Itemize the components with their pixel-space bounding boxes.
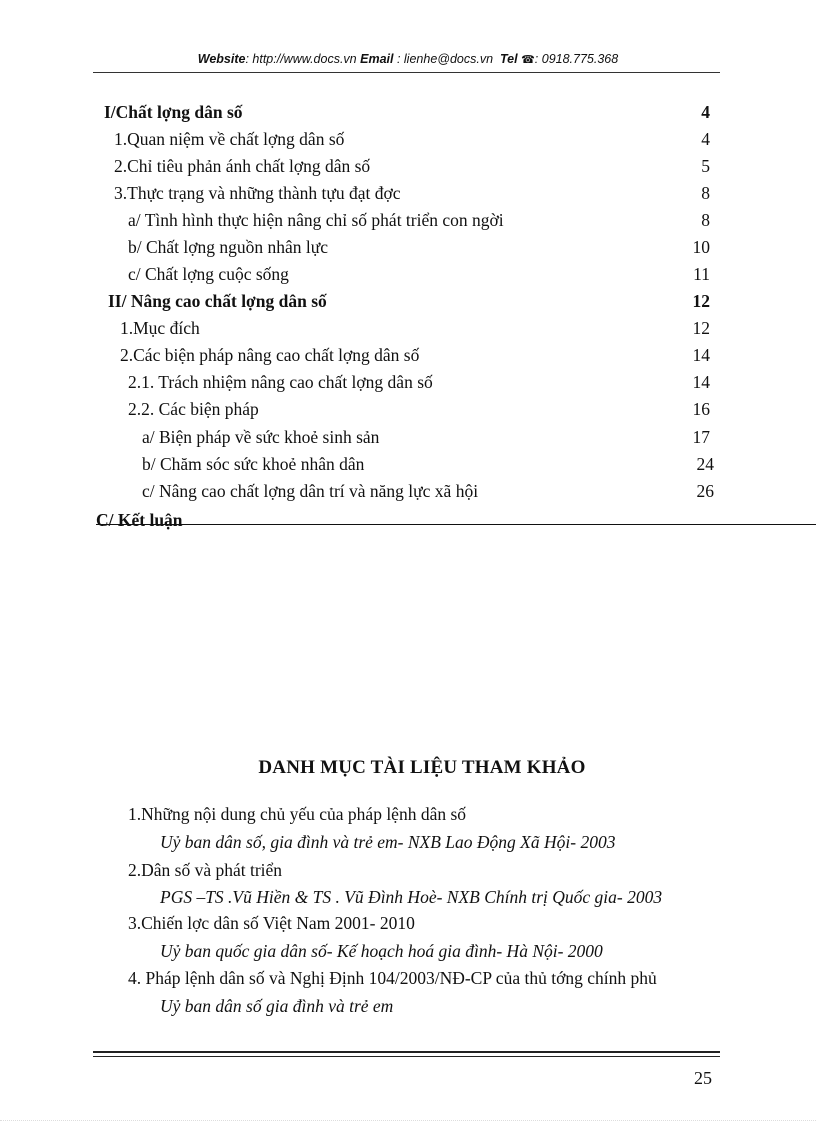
toc-title: 2.2. Các biện pháp	[128, 399, 259, 419]
header-divider	[93, 72, 720, 73]
toc-row	[0, 399, 816, 425]
toc-row	[0, 102, 816, 128]
toc-page: 24	[696, 454, 714, 474]
toc-title: a/ Biện pháp về sức khoẻ sinh sản	[142, 427, 380, 447]
toc-row	[0, 129, 816, 155]
toc-page: 11	[693, 264, 710, 284]
toc-title: 3.Thực trạng và những thành tựu đạt đợc	[114, 183, 401, 203]
toc-row	[0, 210, 816, 236]
website-label: Website	[197, 52, 246, 66]
toc-page: 17	[692, 427, 710, 447]
phone-icon: ☎	[521, 54, 535, 66]
reference-source: Uỷ ban quốc gia dân số- Kế hoạch hoá gia đình- Hà Nội- 2000	[160, 941, 603, 961]
toc-row	[0, 183, 816, 209]
toc-page: 8	[701, 210, 710, 230]
references-title: DANH MỤC TÀI LIỆU THAM KHẢO	[258, 757, 586, 778]
toc-title: b/ Chất lợng nguồn nhân lực	[128, 237, 329, 257]
toc-row	[0, 372, 816, 398]
reference-title: 3.Chiến lợc dân số Việt Nam 2001- 2010	[128, 913, 415, 933]
footer-divider-thin	[93, 1056, 720, 1057]
reference-title: 4. Pháp lệnh dân số và Nghị Định 104/2003/NĐ-CP của thủ tớng chính phủ	[128, 968, 657, 988]
toc-row	[0, 318, 816, 344]
tel-label: Tel	[500, 52, 518, 66]
toc-page: 14	[692, 345, 710, 365]
page-edge	[0, 1120, 816, 1121]
toc-page: 8	[701, 183, 710, 203]
reference-title: 1.Những nội dung chủ yếu của pháp lệnh dân số	[128, 804, 467, 824]
toc-page: 14	[692, 372, 710, 392]
toc-page: 5	[701, 156, 710, 176]
reference-source: PGS –TS .Vũ Hiền & TS . Vũ Đình Hoè- NXB Chính trị Quốc gia- 2003	[160, 887, 663, 907]
toc-row	[0, 427, 816, 453]
toc-title: I/Chất lợng dân số	[104, 102, 243, 122]
toc-title: c/ Nâng cao chất lợng dân trí và năng lực xã hội	[142, 481, 479, 501]
email-value: : lienhe@docs.vn	[393, 52, 494, 66]
toc-row	[0, 454, 816, 480]
toc-page: 12	[692, 318, 710, 338]
toc-title: 1.Quan niệm về chất lợng dân số	[114, 129, 345, 149]
toc-title: 2.Chỉ tiêu phản ánh chất lợng dân số	[114, 156, 371, 176]
toc-title: II/ Nâng cao chất lợng dân số	[108, 291, 327, 311]
toc-title: 2.1. Trách nhiệm nâng cao chất lợng dân số	[128, 372, 433, 392]
toc-row	[0, 481, 816, 507]
page-number: 25	[694, 1068, 712, 1088]
toc-page: 16	[692, 399, 710, 419]
toc-row	[0, 264, 816, 290]
toc-page: 10	[692, 237, 710, 257]
toc-page: 4	[701, 129, 710, 149]
conclusion-heading: C/ Kết luận	[96, 510, 183, 530]
page-header	[0, 52, 816, 66]
toc-page: 26	[696, 481, 714, 501]
toc-title: 2.Các biện pháp nâng cao chất lợng dân số	[120, 345, 420, 365]
toc-row	[0, 345, 816, 371]
footer-divider	[93, 1051, 720, 1053]
toc-row	[0, 237, 816, 263]
toc-page: 4	[701, 102, 710, 122]
reference-title: 2.Dân số và phát triển	[128, 860, 283, 880]
tel-value: : 0918.775.368	[534, 52, 619, 66]
toc-page: 12	[692, 291, 710, 311]
toc-title: c/ Chất lợng cuộc sống	[128, 264, 289, 284]
conclusion-divider	[96, 524, 816, 525]
toc-title: 1.Mục đích	[120, 318, 200, 338]
toc-row	[0, 156, 816, 182]
toc-row	[0, 291, 816, 317]
toc-title: a/ Tình hình thực hiện nâng chỉ số phát triển con ngời	[128, 210, 504, 230]
toc-title: b/ Chăm sóc sức khoẻ nhân dân	[142, 454, 365, 474]
email-label: Email	[360, 52, 394, 66]
website-value: : http://www.docs.vn	[245, 52, 357, 66]
reference-source: Uỷ ban dân số gia đình và trẻ em	[160, 996, 394, 1016]
reference-source: Uỷ ban dân số, gia đình và trẻ em- NXB Lao Động Xã Hội- 2003	[160, 832, 616, 852]
